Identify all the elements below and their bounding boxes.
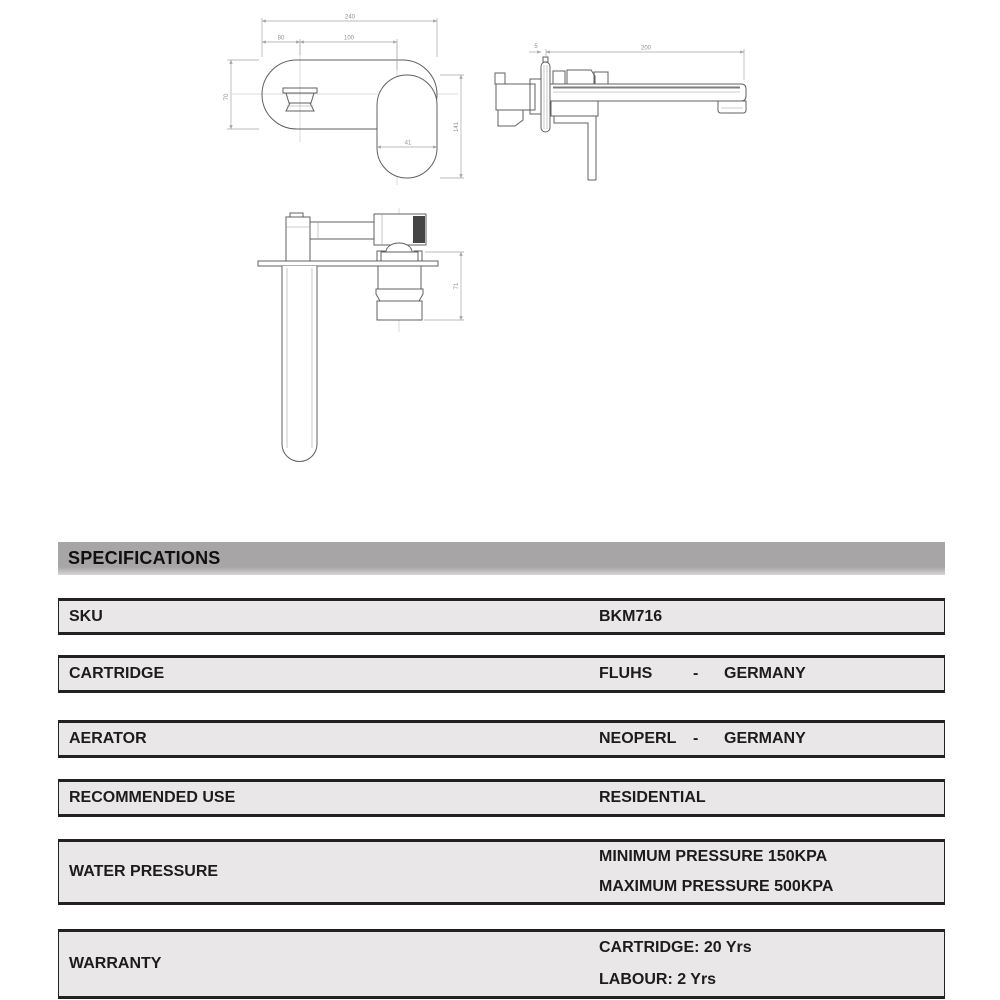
cartridge-brand: FLUHS xyxy=(599,665,653,682)
warranty-label: WARRANTY xyxy=(69,955,162,972)
specifications-header xyxy=(58,542,945,575)
dim-spray-offset: 80 xyxy=(277,35,285,42)
aerator-origin: GERMANY xyxy=(724,730,806,747)
specifications-title: SPECIFICATIONS xyxy=(68,548,221,568)
water-pressure-value xyxy=(599,842,944,902)
dim-plate-thickness: 5 xyxy=(534,44,538,50)
water-pressure-min: MINIMUM PRESSURE 150KPA xyxy=(599,848,828,865)
spec-row-recommended-use xyxy=(58,779,945,817)
cartridge-origin: GERMANY xyxy=(724,665,806,682)
side-view-drawing xyxy=(495,44,746,180)
wall-plate-edge xyxy=(258,261,438,266)
water-pressure-max: MAXIMUM PRESSURE 500KPA xyxy=(599,878,834,895)
dim-overall-width: 240 xyxy=(344,14,356,21)
sku-label: SKU xyxy=(69,607,103,625)
valve-end-cap xyxy=(413,216,425,243)
warranty-labour: LABOUR: 2 Yrs xyxy=(599,971,717,988)
warranty-value xyxy=(599,932,944,996)
recommended-use-label: RECOMMENDED USE xyxy=(69,789,236,806)
aerator-brand: NEOPERL xyxy=(599,730,677,747)
dim-body-projection: 71 xyxy=(454,282,460,290)
dim-plate-height: 70 xyxy=(224,93,230,101)
spout-outlet xyxy=(718,101,746,113)
dim-handle-width: 41 xyxy=(404,140,412,147)
water-pressure-label: WATER PRESSURE xyxy=(69,863,219,880)
aerator-separator: - xyxy=(693,730,699,747)
dim-handle-height: 141 xyxy=(454,121,460,133)
cartridge-value xyxy=(599,665,944,683)
spec-row-warranty xyxy=(58,929,945,999)
plan-view-drawing xyxy=(258,208,464,462)
dim-spout-reach: 200 xyxy=(640,45,652,52)
cartridge-separator: - xyxy=(693,665,699,682)
cartridge-label: CARTRIDGE xyxy=(69,665,165,682)
warranty-cartridge: CARTRIDGE: 20 Yrs xyxy=(599,939,752,956)
spec-row-cartridge xyxy=(58,655,945,693)
spec-row-sku xyxy=(58,598,945,635)
front-view-drawing xyxy=(224,15,464,186)
recommended-use-value: RESIDENTIAL xyxy=(599,789,706,806)
spec-row-aerator xyxy=(58,720,945,758)
sku-value: BKM716 xyxy=(599,607,663,625)
aerator-value xyxy=(599,730,944,748)
dim-handle-offset: 100 xyxy=(343,35,355,42)
spec-row-water-pressure xyxy=(58,839,945,905)
handle-outline xyxy=(377,75,437,178)
aerator-label: AERATOR xyxy=(69,730,147,747)
